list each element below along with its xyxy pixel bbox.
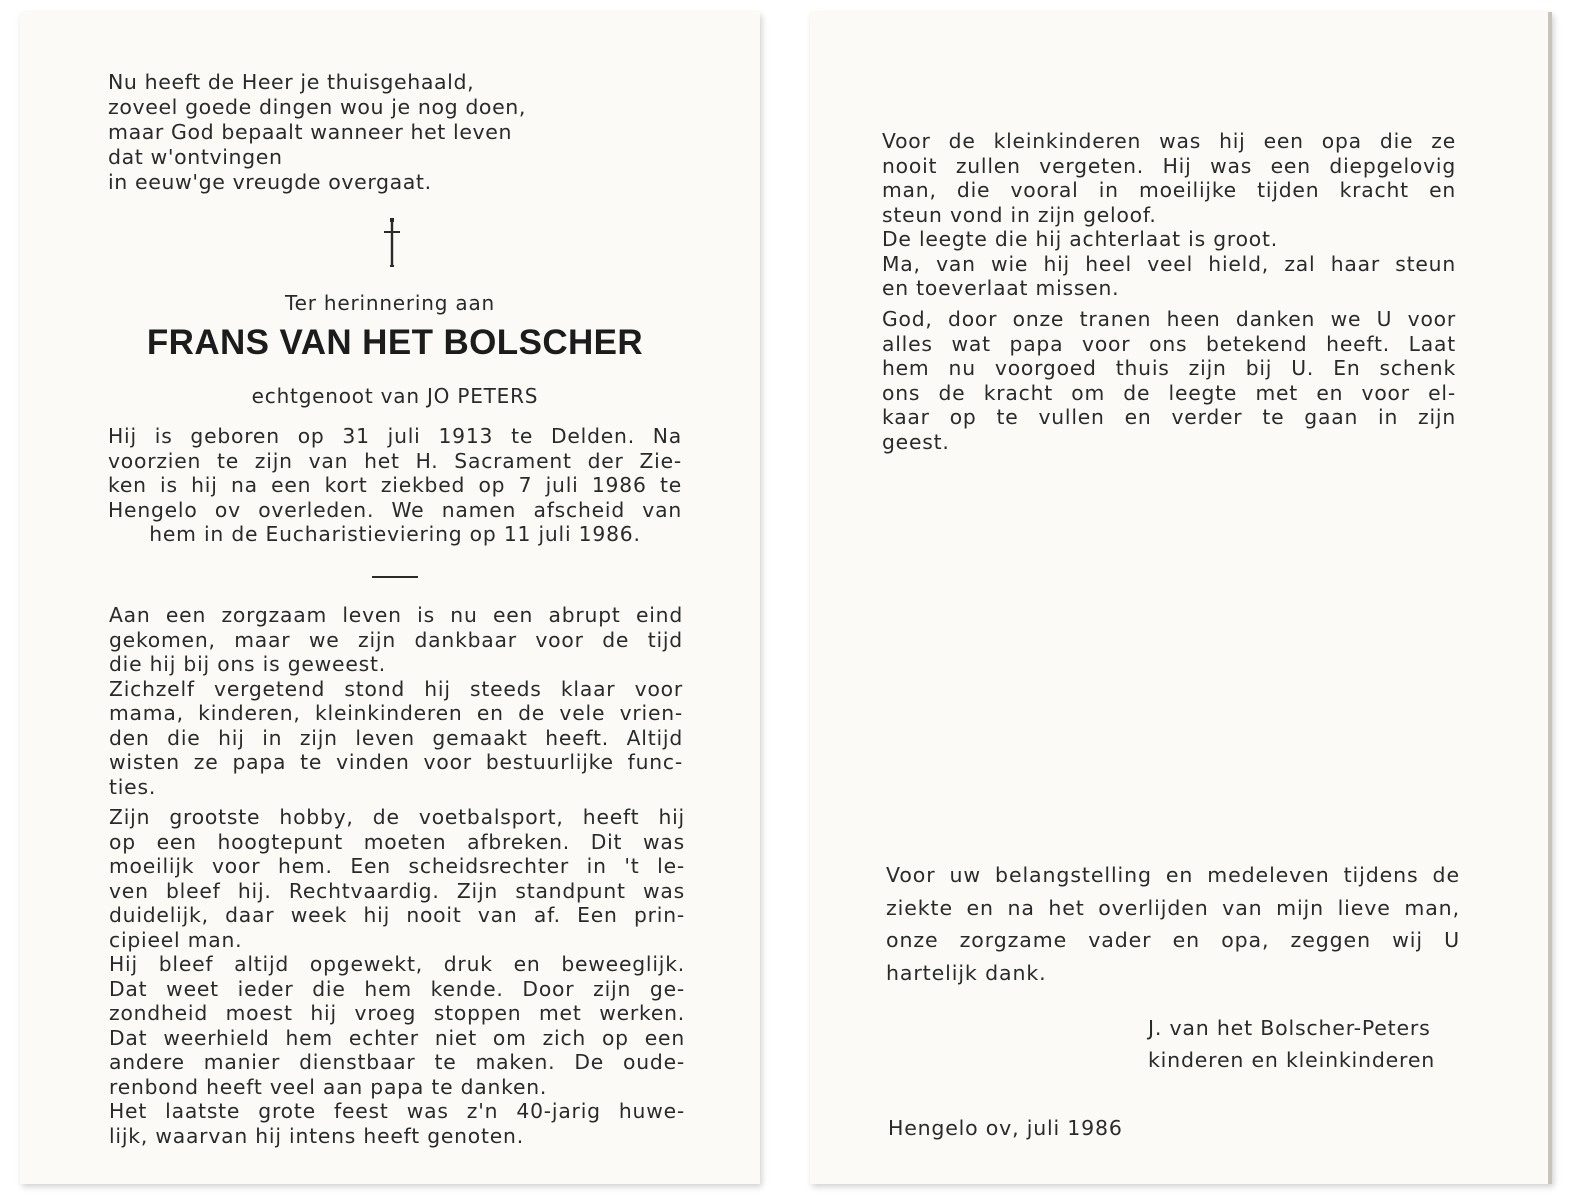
tribute-paragraph-2 [109, 805, 685, 1148]
text-line: God, door onze tranen heen danken we U voor [882, 307, 1456, 331]
text-line: ties. [109, 774, 157, 799]
text-line: Hij bleef altijd opgewekt, druk en beweeglijk. [109, 952, 685, 976]
text-line: Het laatste grote feest was z'n 40-jarig huwe- [109, 1099, 685, 1123]
text-line: Aan een zorgzaam leven is nu een abrupt eind [109, 603, 683, 627]
text-line: Voor de kleinkinderen was hij een opa die ze [882, 129, 1456, 153]
text-line: Dat weerhield hem echter niet om zich op een [109, 1025, 685, 1050]
text-line: ven bleef hij. Rechtvaardig. Zijn standpunt was [109, 878, 685, 903]
text-line: kaar op te vullen en verder te gaan in zijn [882, 405, 1456, 429]
thanks-paragraph [886, 859, 1460, 989]
signature-line: J. van het Bolscher-Peters [1148, 1016, 1431, 1040]
text-line: voorzien te zijn van het H. Sacrament der Zie- [108, 448, 682, 473]
text-line: renbond heeft veel aan papa te danken. [109, 1074, 548, 1099]
poem-line: in eeuw'ge vreugde overgaat. [108, 170, 432, 194]
text-line: moeilijk voor hem. Een scheidsrechter in 't le- [109, 854, 685, 878]
text-line: lijk, waarvan hij intens heeft genoten. [109, 1123, 524, 1148]
right-page [810, 12, 1552, 1184]
poem-line: Nu heeft de Heer je thuisgehaald, [108, 70, 475, 94]
text-line: op een hoogtepunt moeten afbreken. Dit was [109, 829, 685, 854]
tribute-paragraph-1 [109, 603, 683, 799]
text-line: Zichzelf vergetend stond hij steeds klaar voor [109, 676, 683, 701]
text-line: hem nu voorgoed thuis zijn bij U. En schenk [882, 356, 1456, 380]
text-line: hartelijk dank. [886, 960, 1047, 985]
text-line: Hij is geboren op 31 juli 1913 te Delden. Na [108, 424, 682, 448]
text-line: cipieel man. [109, 927, 243, 952]
family-paragraph-1 [882, 129, 1456, 301]
text-line: andere manier dienstbaar te maken. De oude- [109, 1050, 685, 1074]
divider [372, 576, 418, 578]
left-page [20, 12, 760, 1184]
deceased-name: FRANS VAN HET BOLSCHER [146, 323, 644, 362]
poem-line: zoveel goede dingen wou je nog doen, [108, 95, 526, 119]
text-line: hem in de Eucharistieviering op 11 juli 1986. [149, 522, 641, 546]
prayer-paragraph [882, 307, 1456, 454]
text-line: ziekte en na het overlijden van mijn lieve man, [886, 895, 1460, 920]
text-line: onze zorgzame vader en opa, zeggen wij U [886, 928, 1460, 952]
place-date: Hengelo ov, juli 1986 [888, 1116, 1123, 1140]
text-line: man, die vooral in moeilijke tijden kracht en [882, 178, 1456, 202]
text-line: mama, kinderen, kleinkinderen en de vele vrien- [109, 701, 683, 725]
text-line: Voor uw belangstelling en medeleven tijdens de [886, 863, 1460, 887]
text-line: nooit zullen vergeten. Hij was een diepgelovig [882, 153, 1456, 178]
text-line: Zijn grootste hobby, de voetbalsport, heeft hij [109, 805, 685, 829]
text-line: alles wat papa voor ons betekend heeft. Laat [882, 331, 1456, 356]
text-line: geest. [882, 429, 950, 454]
text-line: wisten ze papa te vinden voor bestuurlijke func- [109, 750, 683, 774]
text-line: steun vond in zijn geloof. [882, 202, 1157, 227]
biography [108, 424, 682, 547]
text-line: ons de kracht om de leegte met en voor el- [882, 380, 1456, 405]
text-line: gekomen, maar we zijn dankbaar voor de tijd [109, 627, 683, 652]
signature-line: kinderen en kleinkinderen [1148, 1048, 1436, 1072]
text-line: den die hij in zijn leven gemaakt heeft. Altijd [109, 725, 683, 750]
poem-line: maar God bepaalt wanneer het leven [108, 120, 513, 144]
spouse-line: echtgenoot van JO PETERS [251, 384, 539, 408]
signature [1148, 1012, 1435, 1076]
text-line: ken is hij na een kort ziekbed op 7 juli 1986 te [108, 473, 682, 497]
text-line: zondheid moest hij vroeg stoppen met werken. [109, 1001, 685, 1025]
text-line: en toeverlaat missen. [882, 276, 1120, 300]
text-line: Hengelo ov overleden. We namen afscheid van [108, 497, 682, 522]
text-line: Dat weet ieder die hem kende. Door zijn ge- [109, 976, 685, 1001]
text-line: De leegte die hij achterlaat is groot. [882, 227, 1279, 251]
text-line: Ma, van wie hij heel veel hield, zal haar steun [882, 251, 1456, 276]
text-line: die hij bij ons is geweest. [109, 652, 386, 676]
cross-icon [381, 216, 403, 270]
in-memory-heading: Ter herinnering aan [284, 291, 495, 315]
poem-line: dat w'ontvingen [108, 145, 283, 169]
text-line: duidelijk, daar week hij nooit van af. Een prin- [109, 903, 685, 927]
poem [108, 70, 526, 195]
